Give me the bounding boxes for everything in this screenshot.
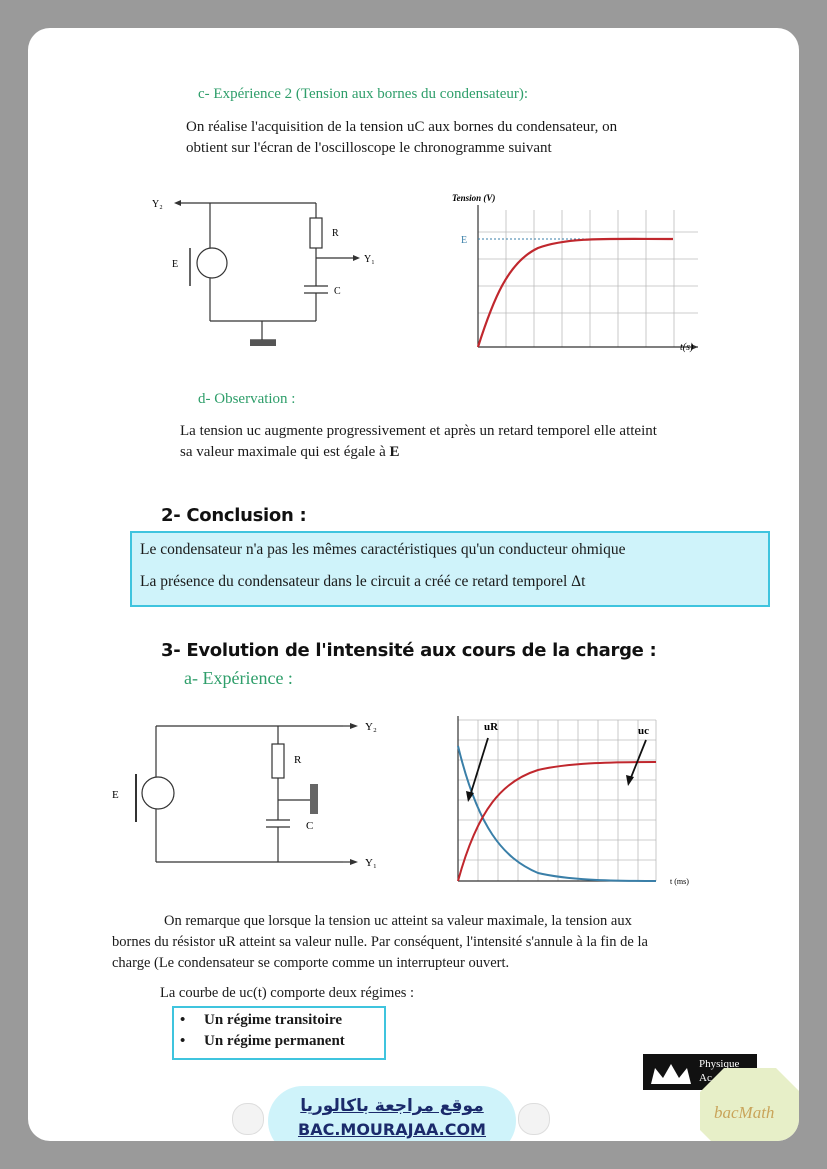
remark-line2: bornes du résistor uR atteint sa valeur nulle. Par conséquent, l'intensité s'annule à la fin de la	[112, 934, 648, 950]
remark-line3: charge (Le condensateur se comporte comme un interrupteur ouvert.	[112, 955, 510, 971]
circuit1-y2-label: Y₂	[152, 199, 163, 210]
left-site-logo-icon	[232, 1103, 264, 1135]
uc-curve	[478, 239, 673, 347]
section-d-line2: sa valeur maximale qui est égale à E	[180, 444, 400, 460]
logo-text2: Ac	[699, 1072, 712, 1084]
graph1-e-label: E	[461, 235, 468, 246]
graph1-ylabel: Tension (V)	[452, 193, 496, 203]
document-page	[28, 28, 799, 1141]
circuit2-c-label: C	[306, 820, 314, 832]
graph2-uc-label: uc	[638, 725, 649, 737]
regime-item: • Un régime permanent	[180, 1033, 345, 1049]
y2-arrow-icon-2	[350, 723, 358, 729]
logo-text1: Physique	[699, 1058, 740, 1070]
conclusion-box	[130, 531, 770, 607]
generator-icon-2	[142, 777, 174, 809]
conclusion-line2: La présence du condensateur dans le circuit a créé ce retard temporel Δt	[140, 573, 586, 590]
site-arabic-link[interactable]: موقع مراجعة باكالوريا	[300, 1096, 484, 1116]
circuit-diagram-2	[98, 716, 378, 876]
right-site-logo-icon	[518, 1103, 550, 1135]
charge-chart	[448, 190, 708, 360]
circuit-diagram-1	[138, 188, 398, 358]
circuit1-c-label: C	[334, 286, 341, 297]
section-c-heading: c- Expérience 2 (Tension aux bornes du condensateur):	[198, 86, 529, 102]
site-banner[interactable]	[268, 1086, 516, 1141]
section-c-para-line1: On réalise l'acquisition de la tension uC aux bornes du condensateur, on	[186, 119, 618, 135]
graph2-xlabel: t (ms)	[670, 877, 689, 886]
ur-pointer-arrow	[470, 738, 488, 796]
ground-plate	[310, 784, 318, 814]
section-d-heading: d- Observation :	[198, 391, 296, 407]
graph1-xlabel: t(s)	[680, 342, 694, 353]
y2-arrow-icon	[174, 200, 181, 206]
circuit2-e-label: E	[112, 789, 119, 801]
bacmath-logo	[700, 1068, 799, 1141]
ur-uc-chart	[448, 688, 718, 888]
circuit1-e-label: E	[172, 259, 179, 270]
circuit1-y1-label: Y₁	[364, 254, 375, 265]
regime-item: • Un régime transitoire	[180, 1012, 343, 1028]
section-d-line1: La tension uc augmente progressivement et après un retard temporel elle atteint	[180, 423, 657, 439]
conclusion-title: 2- Conclusion :	[161, 505, 307, 526]
circuit1-r-label: R	[332, 228, 339, 239]
conclusion-line1: Le condensateur n'a pas les mêmes caractéristiques qu'un conducteur ohmique	[140, 541, 626, 558]
circuit2-y2-label: Y₂	[365, 721, 377, 733]
y1-arrow-icon-2	[350, 859, 358, 865]
uc-pointer-head	[626, 775, 634, 786]
ground-hatch	[250, 340, 276, 346]
bacmath-text: bacMath	[714, 1103, 775, 1122]
crown-icon	[649, 1060, 693, 1086]
generator-icon	[197, 248, 227, 278]
graph2-ur-label: uR	[484, 721, 499, 733]
section3-subheading: a- Expérience :	[184, 668, 293, 688]
regimes-box	[172, 1006, 386, 1060]
regimes-intro: La courbe de uc(t) comporte deux régimes :	[160, 985, 415, 1001]
section3-title: 3- Evolution de l'intensité aux cours de la charge :	[161, 640, 657, 661]
circuit2-y1-label: Y₁	[365, 857, 377, 869]
section-c-para-line2: obtient sur l'écran de l'oscilloscope le chronogramme suivant	[186, 140, 552, 156]
circuit2-r-label: R	[294, 754, 302, 766]
y1-arrow-icon	[353, 255, 360, 261]
remark-line1: On remarque que lorsque la tension uc atteint sa valeur maximale, la tension aux	[164, 913, 632, 929]
site-url-link[interactable]: BAC.MOURAJAA.COM	[298, 1120, 486, 1139]
